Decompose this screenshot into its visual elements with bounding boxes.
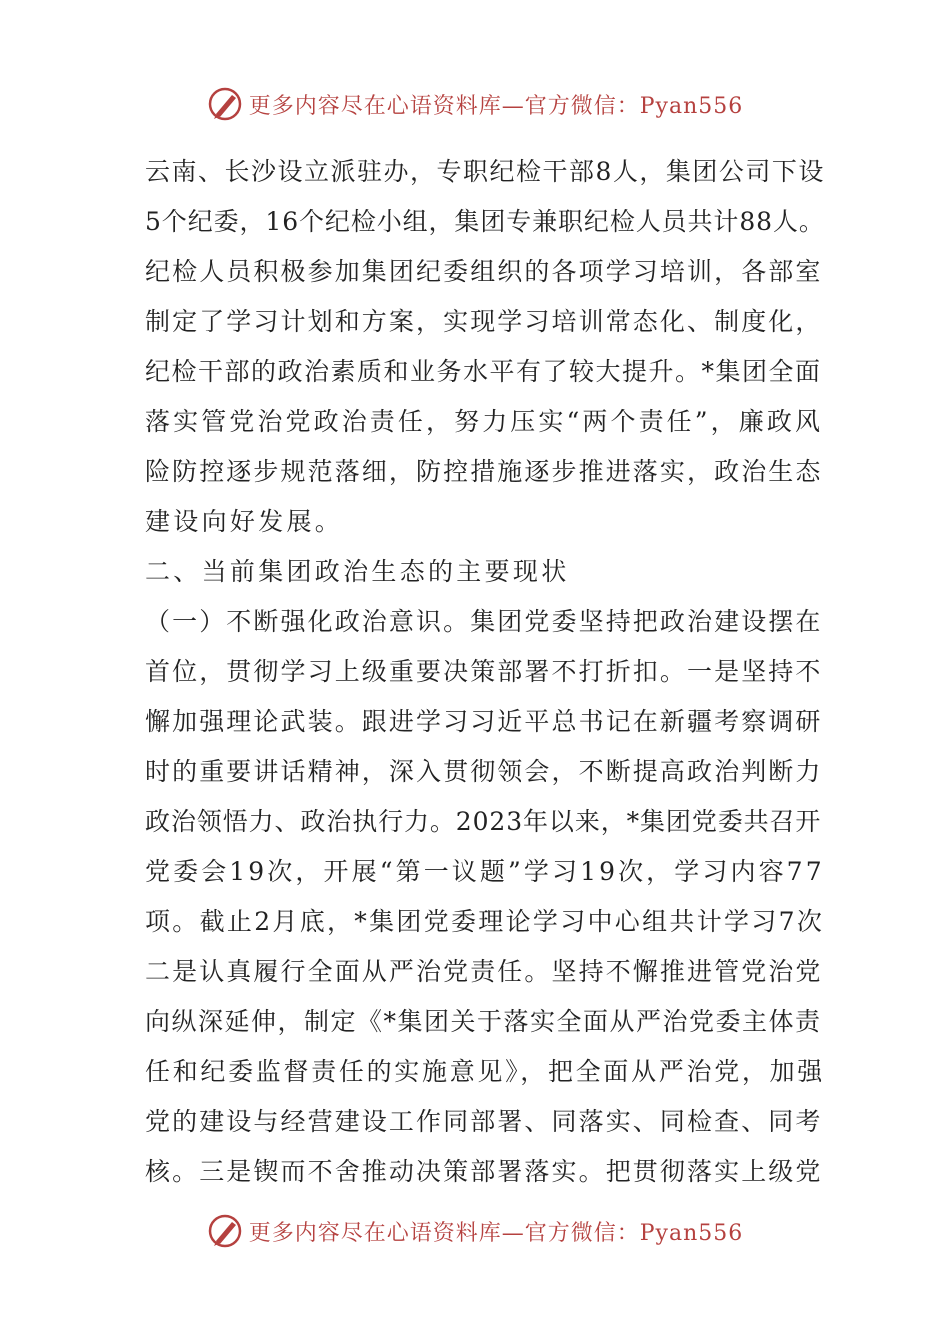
watermark-bottom-text: 更多内容尽在心语资料库—官方微信：Pyan556 bbox=[248, 1220, 744, 1246]
text-line: 项。截止2月底，*集团党委理论学习中心组共计学习7次 bbox=[145, 907, 825, 936]
watermark-top-text: 更多内容尽在心语资料库—官方微信：Pyan556 bbox=[248, 93, 744, 119]
text-line: 二是认真履行全面从严治党责任。坚持不懈推进管党治党 bbox=[145, 957, 823, 986]
text-line: 党的建设与经营建设工作同部署、同落实、同检查、同考 bbox=[145, 1107, 823, 1136]
text-line: 时的重要讲话精神，深入贯彻领会，不断提高政治判断力 bbox=[145, 757, 823, 786]
text-line: 云南、长沙设立派驻办，专职纪检干部8人，集团公司下设 bbox=[145, 157, 825, 186]
text-line: 向纵深延伸，制定《*集团关于落实全面从严治党委主体责 bbox=[145, 1007, 822, 1036]
text-line: 党委会19次，开展“第一议题”学习19次，学习内容77 bbox=[145, 857, 825, 886]
text-line: 首位，贯彻学习上级重要决策部署不打折扣。一是坚持不 bbox=[145, 657, 823, 686]
watermark-bottom bbox=[0, 1209, 950, 1253]
text-line: 懈加强理论武装。跟进学习习近平总书记在新疆考察调研 bbox=[145, 707, 823, 736]
text-line: 制定了学习计划和方案，实现学习培训常态化、制度化， bbox=[145, 307, 823, 336]
section-heading: 二、当前集团政治生态的主要现状 bbox=[145, 557, 570, 586]
text-line: 落实管党治党政治责任，努力压实“两个责任”，廉政风 bbox=[145, 407, 824, 436]
text-line: （一）不断强化政治意识。集团党委坚持把政治建设摆在 bbox=[145, 607, 823, 636]
text-line: 5个纪委，16个纪检小组，集团专兼职纪检人员共计88人。 bbox=[145, 207, 825, 236]
pen-logo-icon bbox=[207, 1213, 243, 1249]
text-line: 纪检人员积极参加集团纪委组织的各项学习培训，各部室 bbox=[145, 257, 823, 286]
text-line: 政治领悟力、政治执行力。2023年以来，*集团党委共召开 bbox=[145, 807, 822, 836]
pen-logo-icon bbox=[207, 86, 243, 122]
text-line: 任和纪委监督责任的实施意见》，把全面从严治党，加强 bbox=[145, 1057, 826, 1086]
text-line: 建设向好发展。 bbox=[145, 507, 344, 536]
text-line: 纪检干部的政治素质和业务水平有了较大提升。*集团全面 bbox=[145, 357, 822, 386]
watermark-top bbox=[0, 82, 950, 126]
text-line: 险防控逐步规范落细，防控措施逐步推进落实，政治生态 bbox=[145, 457, 823, 486]
text-line: 核。三是锲而不舍推动决策部署落实。把贯彻落实上级党 bbox=[145, 1157, 823, 1186]
document-body bbox=[145, 147, 825, 1197]
